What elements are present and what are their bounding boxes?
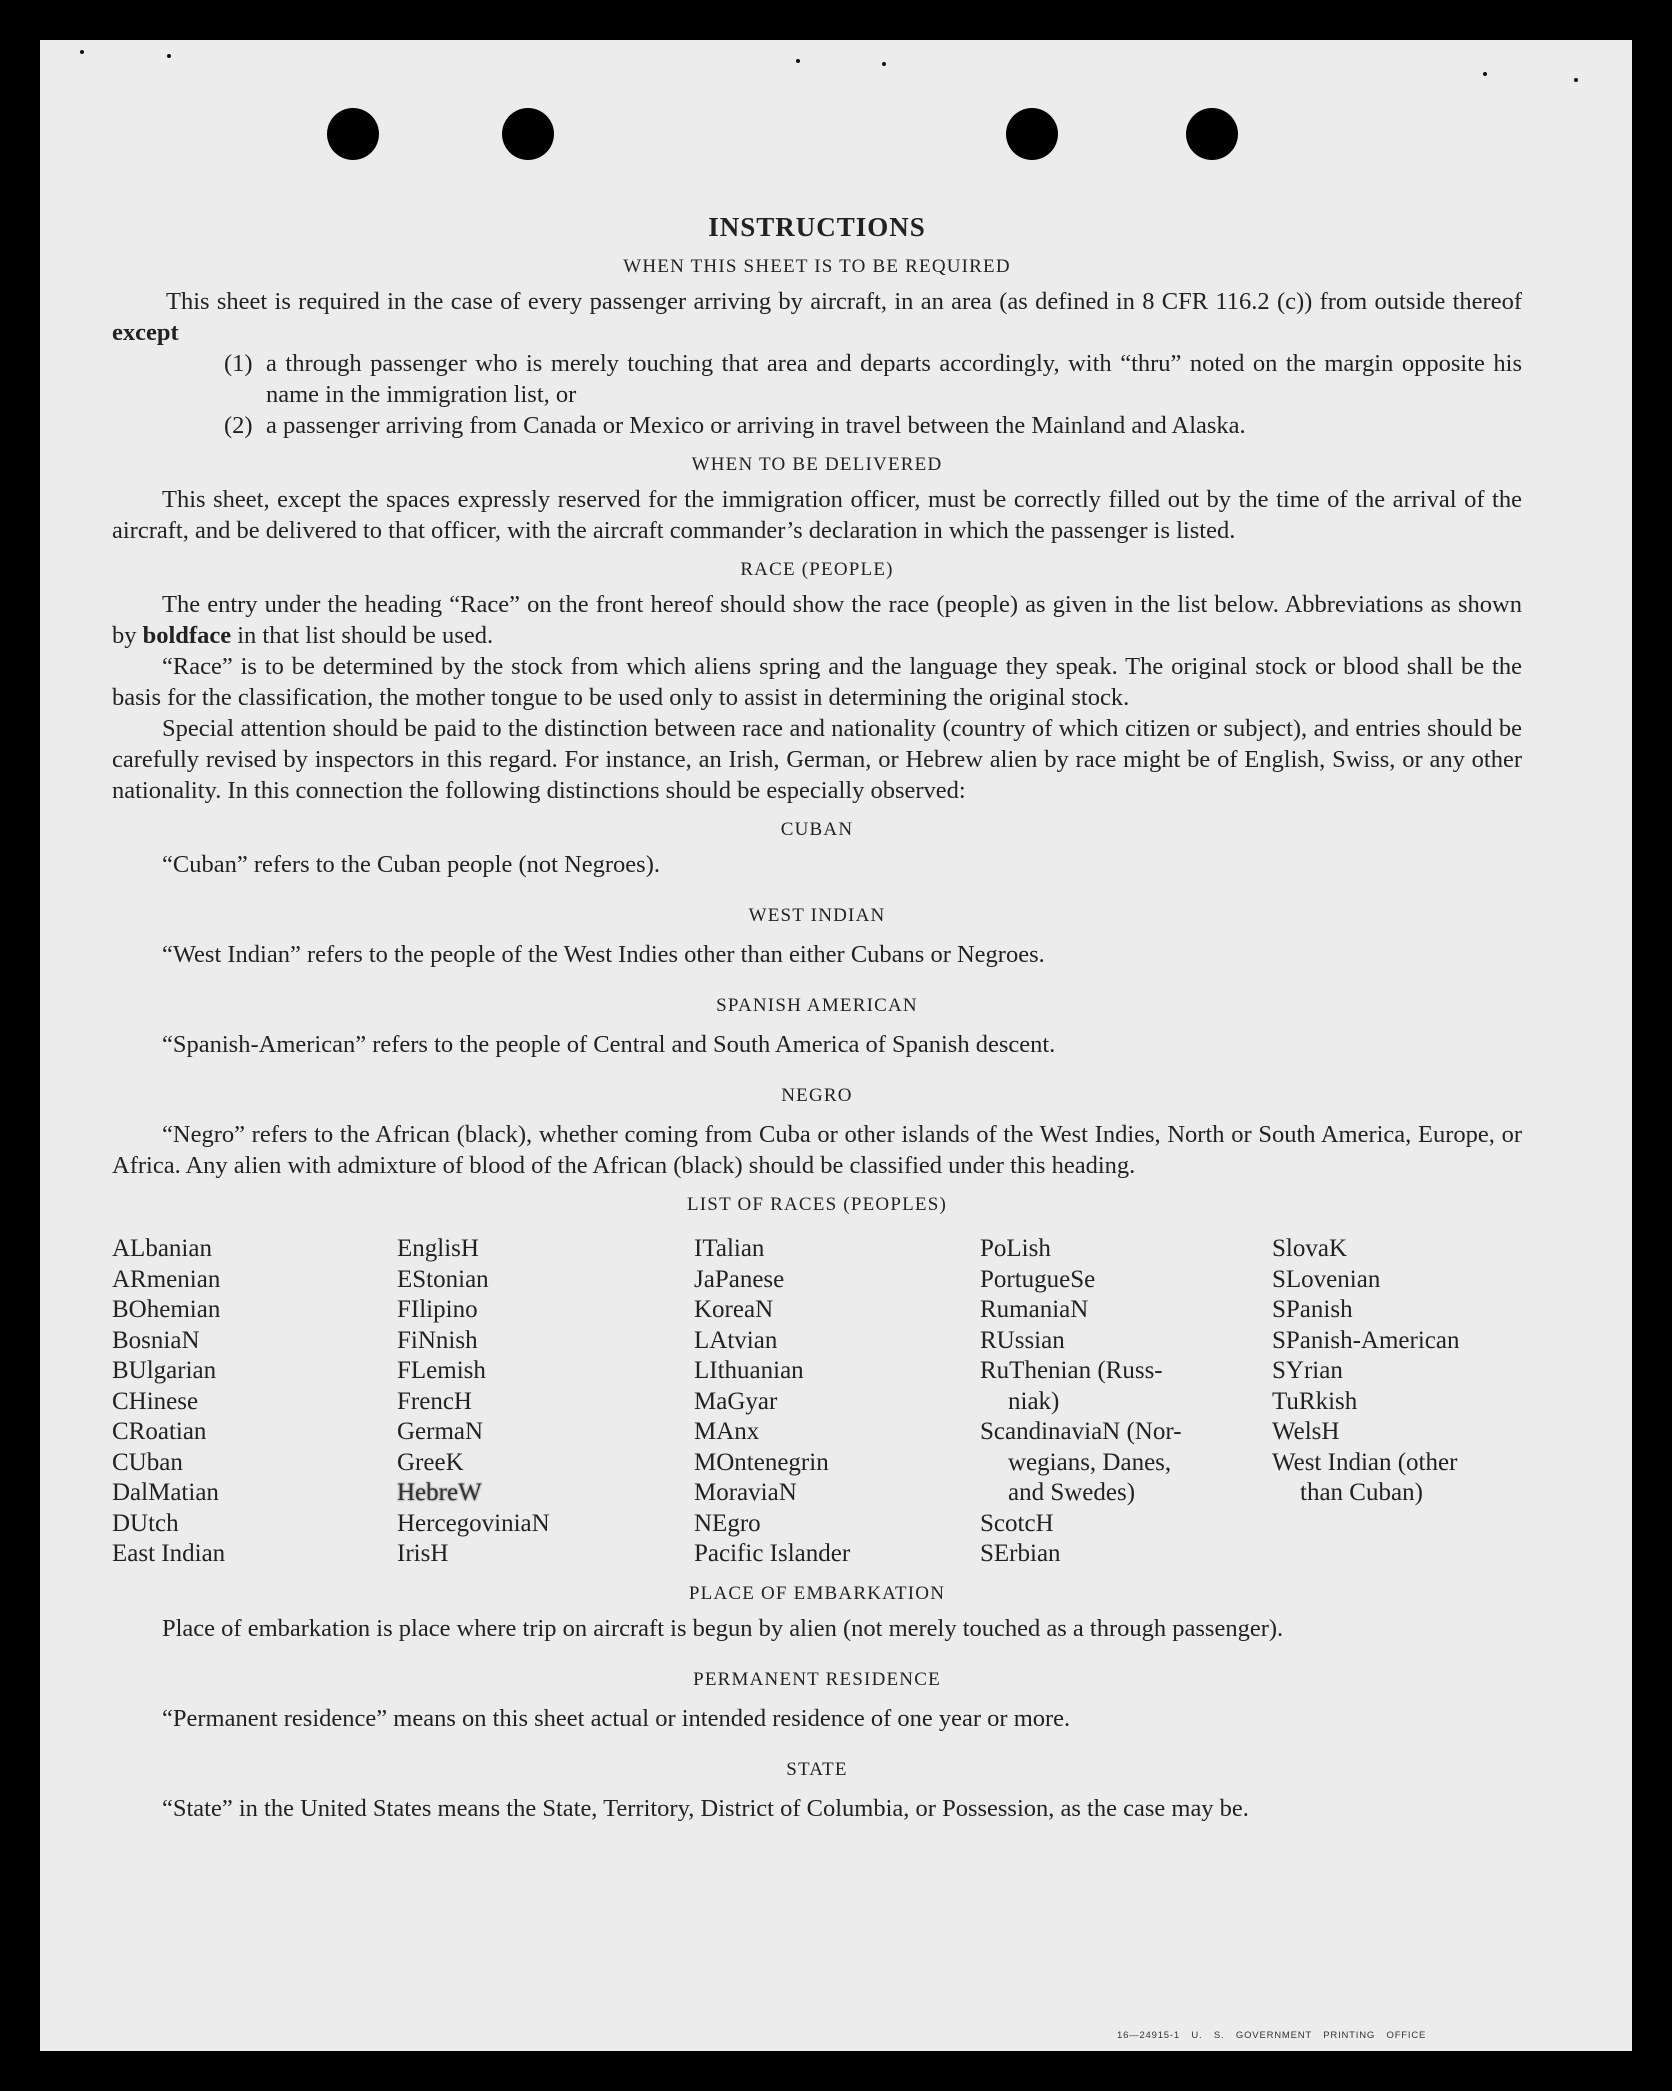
speck xyxy=(882,62,886,66)
race-entry: niak) xyxy=(1008,1387,1060,1415)
item-number: (1) xyxy=(224,350,253,377)
race-entry: KoreaN xyxy=(694,1296,774,1323)
race-entry: BOhemian xyxy=(112,1296,221,1323)
race-entry: MaGyar xyxy=(694,1387,778,1415)
item-number: (2) xyxy=(224,412,253,439)
speck xyxy=(1574,78,1578,82)
race-entry: EnglisH xyxy=(397,1235,479,1262)
race-entry: WelsH xyxy=(1272,1418,1340,1445)
race-entry: ScotcH xyxy=(980,1509,1054,1537)
when-delivered-text: This sheet, except the spaces expressly reserved for the immigration officer, must be correctly filled out by the time of the arrival of the aircraft, and be delivered to that officer, with the aircraft commander’s declaration in which the passenger is listed. xyxy=(112,486,1522,544)
page-title: INSTRUCTIONS xyxy=(708,212,926,242)
race-entry: PortugueSe xyxy=(980,1265,1096,1293)
instructions-body xyxy=(112,206,1522,1824)
race-entry: JaPanese xyxy=(694,1265,785,1293)
race-entry: than Cuban) xyxy=(1300,1479,1423,1506)
race-entry: SErbian xyxy=(980,1540,1061,1567)
residence-text: “Permanent residence” means on this sheet actual or intended residence of one year or more. xyxy=(162,1704,1071,1732)
race-entry: CRoatian xyxy=(112,1418,207,1445)
races-table xyxy=(112,1234,1522,1570)
races-column xyxy=(694,1234,980,1570)
punch-hole xyxy=(502,108,554,160)
race-entry: RUssian xyxy=(980,1326,1065,1354)
race-entry: MoraviaN xyxy=(694,1479,797,1506)
race-entry: FiNnish xyxy=(397,1326,478,1354)
race-entry: RumaniaN xyxy=(980,1296,1089,1323)
race-entry: wegians, Danes, xyxy=(1008,1448,1172,1476)
race-entry: LIthuanian xyxy=(694,1357,804,1384)
race-entry: PoLish xyxy=(980,1235,1051,1262)
heading-cuban: CUBAN xyxy=(780,819,854,840)
race-entry: West Indian (other xyxy=(1272,1448,1458,1476)
heading-permanent-residence: PERMANENT RESIDENCE xyxy=(693,1668,941,1690)
list-item xyxy=(112,348,1522,410)
race-entry: RuThenian (Russ- xyxy=(980,1357,1163,1384)
race-entry: SPanish xyxy=(1272,1296,1353,1323)
print-footer: 16—24915-1 U. S. GOVERNMENT PRINTING OFFICE xyxy=(1117,2030,1427,2041)
race-entry: MOntenegrin xyxy=(694,1448,829,1476)
race-entry: East Indian xyxy=(112,1540,226,1567)
intro-text: This sheet is required in the case of every passenger arriving by aircraft, in an area (as defined in 8 CFR 116.2 (c)) from outside thereof xyxy=(166,288,1522,315)
item-text: a through passenger who is merely touching that area and departs accordingly, with “thru” noted on the margin opposite his name in the immigration list, or xyxy=(266,350,1522,408)
speck xyxy=(796,59,800,63)
race-entry: GermaN xyxy=(397,1418,484,1445)
races-column xyxy=(1272,1234,1522,1570)
race-entry: SYrian xyxy=(1272,1357,1343,1384)
race-entry: ARmenian xyxy=(112,1265,221,1293)
race-paragraph-1 xyxy=(112,589,1522,651)
race-entry: CUban xyxy=(112,1448,183,1476)
speck xyxy=(80,50,84,54)
races-column xyxy=(112,1234,397,1570)
race-entry: MAnx xyxy=(694,1418,760,1445)
heading-when-delivered: WHEN TO BE DELIVERED xyxy=(691,454,943,475)
race-entry: ALbanian xyxy=(112,1235,212,1262)
race-entry: DalMatian xyxy=(112,1479,219,1506)
list-item xyxy=(112,410,1522,441)
when-required-intro xyxy=(112,286,1522,348)
race-entry: FIlipino xyxy=(397,1296,478,1323)
heading-race: RACE (PEOPLE) xyxy=(740,559,894,580)
state-text: “State” in the United States means the State, Territory, District of Columbia, or Possession, as the case may be. xyxy=(162,1794,1249,1822)
west-indian-text: “West Indian” refers to the people of the West Indies other than either Cubans or Negroes. xyxy=(162,941,1045,968)
heading-when-required: WHEN THIS SHEET IS TO BE REQUIRED xyxy=(623,256,1011,277)
heading-west-indian: WEST INDIAN xyxy=(748,905,886,926)
race-p1-a: The entry under the heading “Race” on the front hereof should show the race (people) as given in the list below. Abbreviations as shown by xyxy=(112,591,1522,649)
speck xyxy=(167,54,171,58)
heading-list-of-races: LIST OF RACES (PEOPLES) xyxy=(686,1194,948,1215)
heading-spanish-american: SPANISH AMERICAN xyxy=(716,995,918,1016)
race-paragraph-3: Special attention should be paid to the distinction between race and nationality (country of which citizen or subject), and entries should be carefully revised by inspectors in this regard. For instance, an Irish, German, or Hebrew alien by race might be of English, Swiss, or any other nationality. In this connection the following distinctions should be especially observed: xyxy=(112,715,1522,804)
item-text: a passenger arriving from Canada or Mexico or arriving in travel between the Mainland and Alaska. xyxy=(266,412,1246,439)
race-entry: FLemish xyxy=(397,1357,486,1384)
heading-embarkation: PLACE OF EMBARKATION xyxy=(688,1582,946,1604)
race-entry: and Swedes) xyxy=(1008,1479,1136,1506)
race-paragraph-2: “Race” is to be determined by the stock from which aliens spring and the language they speak. The original stock or blood shall be the basis for the classification, the mother tongue to be used only to assist in determining the original stock. xyxy=(112,653,1522,711)
punch-hole xyxy=(1006,108,1058,160)
spanish-american-text: “Spanish-American” refers to the people of Central and South America of Spanish descent. xyxy=(162,1031,1056,1058)
race-entry: CHinese xyxy=(112,1387,199,1415)
races-column xyxy=(980,1234,1272,1570)
race-entry: DUtch xyxy=(112,1509,179,1537)
race-entry: HebreW xyxy=(397,1479,482,1506)
race-entry: HercegoviniaN xyxy=(397,1509,550,1537)
punch-hole xyxy=(1186,108,1238,160)
race-entry: FrencH xyxy=(397,1387,472,1415)
race-entry: NEgro xyxy=(694,1509,761,1537)
race-entry: BosniaN xyxy=(112,1326,200,1354)
race-p1-bold: boldface xyxy=(142,622,232,649)
race-entry: IrisH xyxy=(397,1540,449,1567)
race-entry: BUlgarian xyxy=(112,1357,217,1384)
race-entry: ScandinaviaN (Nor- xyxy=(980,1418,1182,1445)
cuban-text: “Cuban” refers to the Cuban people (not Negroes). xyxy=(162,851,660,878)
race-entry: ITalian xyxy=(694,1235,765,1262)
race-entry: SLovenian xyxy=(1272,1265,1381,1293)
embarkation-text: Place of embarkation is place where trip on aircraft is begun by alien (not merely touched as a through passenger). xyxy=(162,1614,1284,1642)
race-entry: GreeK xyxy=(397,1448,464,1476)
races-column xyxy=(397,1234,694,1570)
race-entry: SPanish-American xyxy=(1272,1326,1460,1354)
race-entry: SlovaK xyxy=(1272,1235,1347,1262)
document-page xyxy=(40,40,1632,2051)
race-entry: LAtvian xyxy=(694,1326,778,1354)
heading-negro: NEGRO xyxy=(781,1085,853,1106)
race-entry: TuRkish xyxy=(1272,1387,1358,1415)
speck xyxy=(1483,72,1487,76)
intro-bold: except xyxy=(112,319,179,346)
race-entry: Pacific Islander xyxy=(694,1540,851,1567)
race-entry: EStonian xyxy=(397,1265,489,1293)
negro-text: “Negro” refers to the African (black), whether coming from Cuba or other islands of the West Indies, North or South America, Europe, or Africa. Any alien with admixture of blood of the African (black) should be classified under this heading. xyxy=(112,1121,1522,1179)
race-p1-b: in that list should be used. xyxy=(237,622,494,649)
punch-hole xyxy=(327,108,379,160)
heading-state: STATE xyxy=(786,1758,848,1780)
